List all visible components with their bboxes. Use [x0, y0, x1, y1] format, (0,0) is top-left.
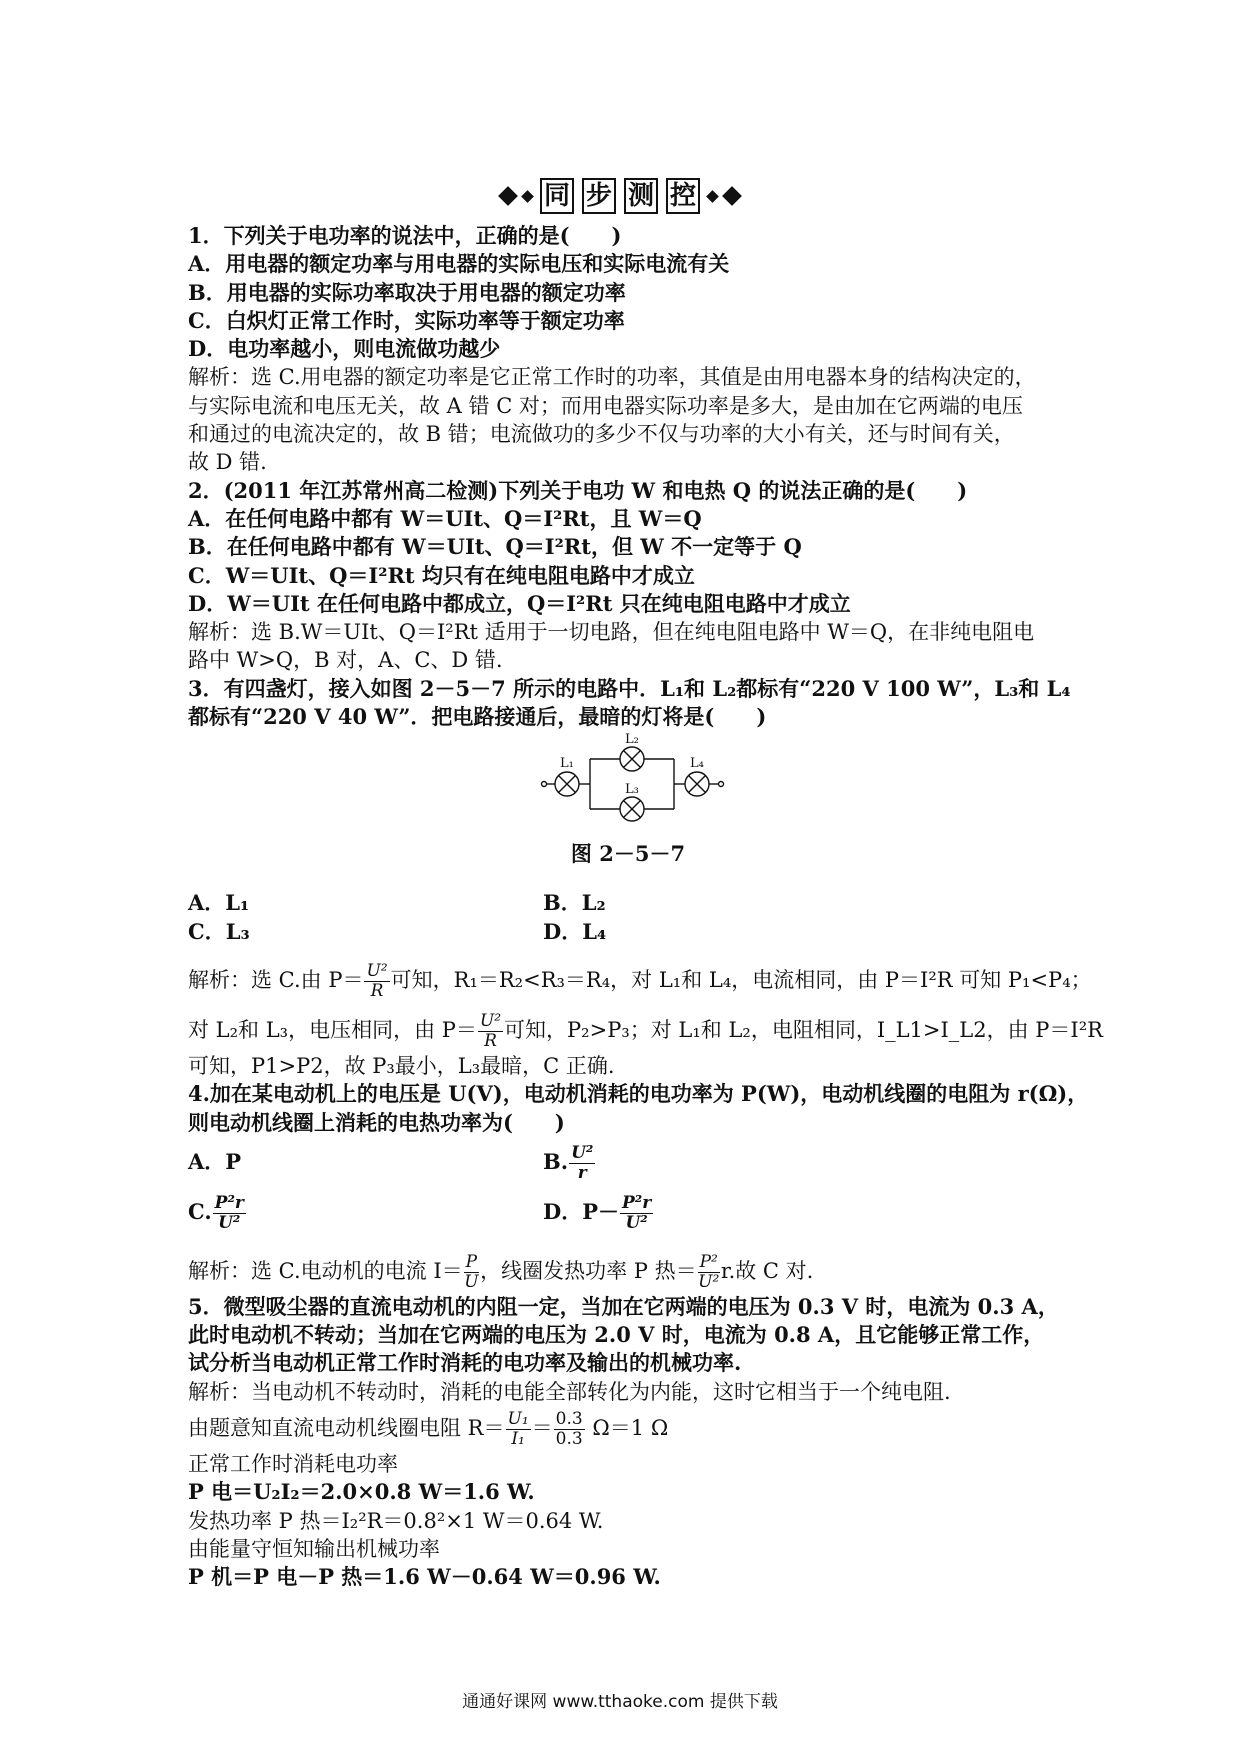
q3-stem: 3．有四盏灯，接入如图 2－5－7 所示的电路中．L₁和 L₂都标有“220 V 100 W”，L₃和 L₄	[188, 675, 1071, 701]
fraction	[698, 1253, 720, 1292]
content	[188, 222, 1103, 1592]
q4-options-row	[188, 1137, 1068, 1187]
fraction-den: U²	[698, 1271, 720, 1292]
fraction-den: U²	[625, 1212, 648, 1233]
fraction	[464, 1253, 479, 1292]
q1-analysis: 解析：选 C.用电器的额定功率是它正常工作时的功率，其值是由用电器本身的结构决定的，	[188, 365, 1036, 390]
q4-option	[543, 1187, 898, 1237]
q4-analysis-text: ，线圈发热功率 P 热＝	[480, 1258, 697, 1283]
fraction-den: I₁	[511, 1429, 525, 1450]
terminal-left	[542, 782, 547, 787]
option-label: D．P－	[543, 1198, 620, 1224]
q5-stem: 5．微型吸尘器的直流电动机的内阻一定，当加在它两端的电压为 0.3 V 时，电流为 0.3 A，	[188, 1293, 1059, 1319]
fraction-den: R	[484, 1030, 497, 1051]
q5-text: Ω＝1 Ω	[585, 1416, 669, 1441]
circuit-figure	[188, 731, 1068, 837]
fraction-den: U²	[218, 1212, 241, 1233]
fraction	[620, 1194, 653, 1233]
q3-option: D．L₄	[543, 918, 607, 944]
q5-stem: 试分析当电动机正常工作时消耗的电功率及输出的机械功率.	[188, 1350, 742, 1376]
q3-analysis-text: 解析：选 C.由 P＝	[188, 967, 364, 992]
q5-line: 由能量守恒知输出机械功率	[188, 1536, 440, 1561]
fraction-num: U²	[571, 1142, 594, 1163]
q1-option: B．用电器的实际功率取决于用电器的额定功率	[188, 279, 626, 305]
q4-option	[543, 1137, 898, 1187]
q1-analysis: 和通过的电流决定的，故 B 错；电流做功的多少不仅与功率的大小有关，还与时间有关，	[188, 422, 1015, 447]
diamond-icon	[498, 186, 518, 206]
fraction	[506, 1410, 531, 1449]
option-label: B.	[543, 1148, 569, 1174]
q4-option	[188, 1187, 543, 1237]
fraction-num: P	[465, 1251, 478, 1272]
q5-stem: 此时电动机不转动；当加在它两端的电压为 2.0 V 时，电流为 0.8 A，且它能够正常工作，	[188, 1322, 1045, 1348]
fraction-den: R	[370, 980, 384, 1001]
fraction-num: P²r	[622, 1192, 652, 1213]
q2-option: D．W＝UIt 在任何电路中都成立，Q＝I²Rt 只在纯电阻电路中才成立	[188, 590, 851, 616]
q3-analysis-text: 对 L₂和 L₃，电压相同，由 P＝	[188, 1017, 477, 1042]
terminal-right	[719, 782, 724, 787]
fraction-num: U²	[479, 1010, 502, 1031]
fraction	[364, 962, 389, 1001]
q3-options-row	[188, 918, 1068, 946]
fraction	[478, 1012, 503, 1051]
q3-analysis-text: 可知，R₁＝R₂<R₃＝R₄，对 L₁和 L₄，电流相同，由 P＝I²R 可知 P₁<P₄；	[390, 967, 1092, 992]
fraction-den: 0.3	[555, 1429, 583, 1450]
diamond-icon	[706, 190, 719, 203]
fraction-num: P²	[699, 1251, 718, 1272]
q2-stem: 2．(2011 年江苏常州高二检测)下列关于电功 W 和电热 Q 的说法正确的是( )	[188, 477, 968, 503]
q4-stem: 则电动机线圈上消耗的电热功率为( )	[188, 1109, 565, 1135]
q4-analysis	[188, 1249, 1068, 1293]
fraction	[213, 1194, 246, 1233]
label-l1: L₁	[560, 756, 574, 772]
q3-option: C．L₃	[188, 918, 250, 944]
q1-option: D．电功率越小，则电流做功越少	[188, 336, 501, 362]
header-title-char: 步	[582, 178, 616, 214]
q4-options-row	[188, 1187, 1068, 1237]
q3-analysis: 可知，P1>P2，故 P₃最小，L₃最暗，C 正确.	[188, 1053, 615, 1078]
q5-analysis: 解析：当电动机不转动时，消耗的电能全部转化为内能，这时它相当于一个纯电阻.	[188, 1379, 951, 1404]
q5-text: 由题意知直流电动机线圈电阻 R＝	[188, 1416, 505, 1441]
figure-caption: 图 2－5－7	[570, 841, 686, 867]
q1-stem: 1．下列关于电功率的说法中，正确的是( )	[188, 223, 622, 248]
q1-option: A．用电器的额定功率与用电器的实际电压和实际电流有关	[188, 251, 730, 277]
section-header	[480, 176, 760, 216]
q4-analysis-text: 解析：选 C.电动机的电流 I＝	[188, 1258, 463, 1283]
option-label: C.	[188, 1198, 212, 1224]
circuit-diagram	[540, 731, 730, 837]
header-title-char: 同	[540, 178, 574, 214]
q3-option: A．L₁	[188, 890, 250, 916]
q5-line: P 电＝U₂I₂＝2.0×0.8 W＝1.6 W.	[188, 1479, 535, 1505]
fraction-num: P²r	[214, 1192, 244, 1213]
q4-option: A．P	[188, 1148, 242, 1174]
fraction-num: U₁	[507, 1409, 529, 1430]
fraction-den: r	[577, 1162, 587, 1183]
q2-analysis: 解析：选 B.W＝UIt、Q＝I²Rt 适用于一切电路，但在纯电阻电路中 W＝Q，在非纯电阻电	[188, 620, 1035, 645]
q3-analysis	[188, 1008, 1103, 1052]
q5-line: 正常工作时消耗电功率	[188, 1452, 398, 1477]
fraction-num: 0.3	[555, 1409, 583, 1430]
q3-option: B．L₂	[543, 890, 606, 916]
q5-text: ＝	[531, 1416, 553, 1441]
q3-analysis	[188, 958, 1092, 1002]
q3-stem: 都标有“220 V 40 W”．把电路接通后，最暗的灯将是( )	[188, 704, 767, 730]
q4-stem: 4.加在某电动机上的电压是 U(V)，电动机消耗的电功率为 P(W)，电动机线圈的电阻为 r(Ω)，	[188, 1081, 1089, 1107]
q2-option: C．W＝UIt、Q＝I²Rt 均只有在纯电阻电路中才成立	[188, 562, 695, 588]
q5-resistance-line	[188, 1406, 1068, 1450]
header-title-char: 控	[666, 178, 700, 214]
q1-option: C．白炽灯正常工作时，实际功率等于额定功率	[188, 307, 625, 333]
fraction-den: U	[464, 1271, 479, 1292]
q2-option: B．在任何电路中都有 W＝UIt、Q＝I²Rt，但 W 不一定等于 Q	[188, 534, 802, 560]
q3-options-row	[188, 889, 1068, 917]
fraction	[569, 1144, 595, 1183]
q3-analysis-text: 可知，P₂>P₃；对 L₁和 L₂，电阻相同，I_L1>I_L2，由 P＝I²R	[504, 1017, 1103, 1042]
q1-analysis: 与实际电流和电压无关，故 A 错 C 对；而用电器实际功率是多大，是由加在它两端的电压	[188, 393, 1023, 418]
q5-line: 发热功率 P 热＝I₂²R＝0.8²×1 W＝0.64 W.	[188, 1508, 604, 1533]
diamond-icon	[722, 186, 742, 206]
q1-analysis: 故 D 错.	[188, 450, 267, 475]
fraction	[554, 1410, 585, 1449]
diamond-icon	[521, 190, 534, 203]
q2-option: A．在任何电路中都有 W＝UIt、Q＝I²Rt，且 W＝Q	[188, 505, 702, 531]
header-title-char: 测	[624, 178, 658, 214]
label-l3: L₃	[625, 782, 639, 798]
q4-analysis-text: r.故 C 对.	[720, 1258, 814, 1283]
fraction-num: U²	[366, 960, 388, 981]
label-l4: L₄	[690, 756, 704, 772]
label-l2: L₂	[625, 732, 639, 748]
q2-analysis: 路中 W>Q，B 对，A、C、D 错.	[188, 648, 503, 673]
page-footer: 通通好课网 www.tthaoke.com 提供下载	[462, 1692, 778, 1712]
q5-line: P 机＝P 电－P 热＝1.6 W－0.64 W＝0.96 W.	[188, 1564, 661, 1590]
